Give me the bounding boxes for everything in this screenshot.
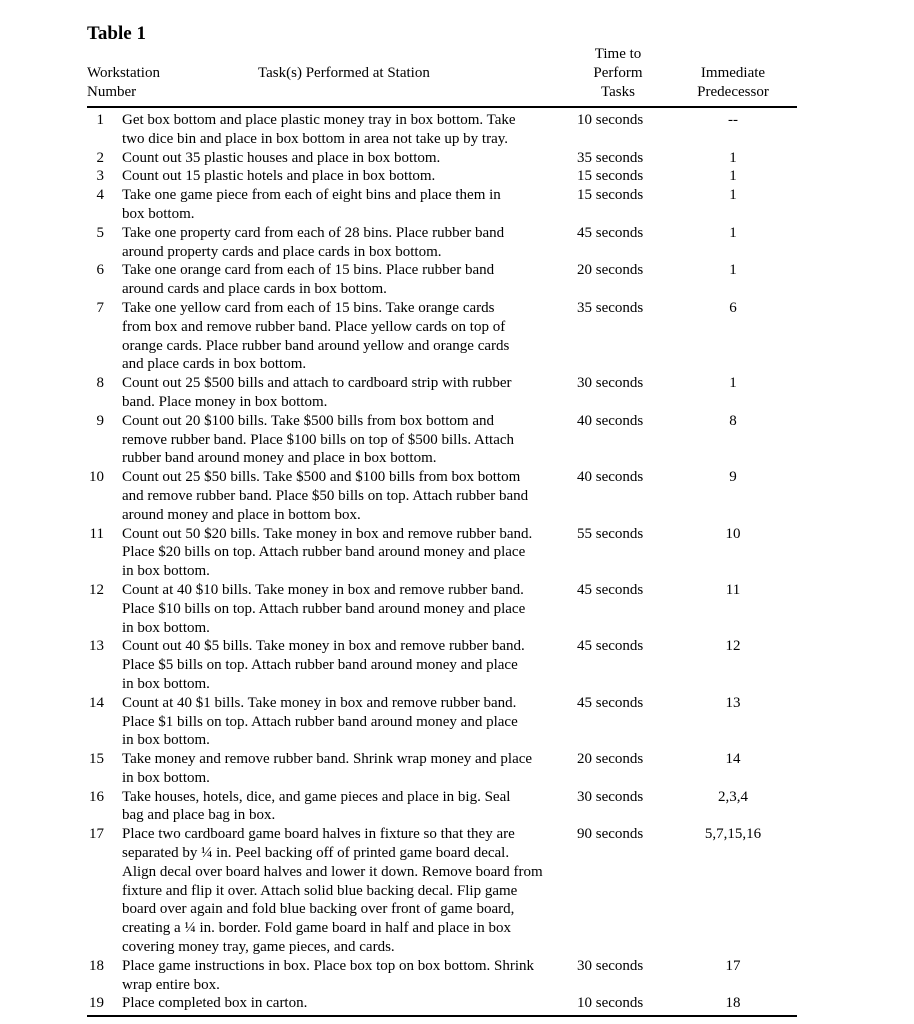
table-body: [87, 108, 797, 1013]
task-time: 45 seconds: [577, 638, 644, 655]
task-description: Count out 50 $20 bills. Take money in box and remove rubber band. Place $20 bills on top. Attach rubber band around money and place in box bottom.: [122, 525, 533, 580]
task-description: Place two cardboard game board halves in fixture so that they are separated by ¼ in. Peel backing off of printed game board decal. Align decal over board halves and lower it down. Remove board from fixture and flip it over. Attach solid blue backing decal. Flip game board over again and fold blue backing over front of game board, creating a ¼ in. border. Fold game board in half and place in box covering money tray, game pieces, and cards.: [122, 826, 543, 956]
task-time: 30 seconds: [577, 957, 644, 974]
workstation-number: 16: [89, 788, 104, 805]
task-description: Take one yellow card from each of 15 bins. Take orange cards from box and remove rubber band. Place yellow cards on top of orange cards. Place rubber band around yellow and orange cards and place cards in box bottom.: [122, 299, 510, 373]
immediate-predecessor: 5,7,15,16: [704, 826, 762, 843]
header-workstation-number: Workstation Number: [87, 65, 160, 100]
header-predecessor: Immediate Predecessor: [697, 65, 769, 100]
immediate-predecessor: 1: [729, 375, 737, 392]
table-row: [87, 994, 797, 1013]
task-description: Count at 40 $1 bills. Take money in box and remove rubber band. Place $1 bills on top. Attach rubber band around money and place in box bottom.: [122, 694, 518, 749]
immediate-predecessor: 10: [725, 525, 741, 542]
immediate-predecessor: 1: [729, 187, 737, 204]
table-row: [87, 957, 797, 995]
task-description: Count at 40 $10 bills. Take money in box and remove rubber band. Place $10 bills on top. Attach rubber band around money and place in box bottom.: [122, 581, 526, 636]
workstation-number: 2: [96, 149, 104, 166]
task-description: Take houses, hotels, dice, and game pieces and place in big. Seal bag and place bag in box.: [122, 788, 511, 824]
workstation-number: 19: [89, 995, 104, 1012]
table-row: [87, 149, 797, 168]
table-row: [87, 299, 797, 374]
task-description: Take one property card from each of 28 bins. Place rubber band around property cards and place cards in box bottom.: [122, 224, 505, 260]
workstation-number: 9: [96, 412, 104, 429]
immediate-predecessor: 14: [725, 751, 741, 768]
task-description: Count out 25 $50 bills. Take $500 and $100 bills from box bottom and remove rubber band. Place $50 bills on top. Attach rubber band around money and place in bottom box.: [122, 469, 529, 523]
task-description: Count out 20 $100 bills. Take $500 bills from box bottom and remove rubber band. Place $100 bills on top of $500 bills. Attach rubber band around money and place in box bottom.: [122, 412, 515, 467]
workstation-number: 15: [89, 751, 104, 768]
workstation-number: 12: [89, 581, 104, 598]
workstation-number: 11: [89, 525, 104, 542]
header-time: Time to Perform Tasks: [593, 46, 643, 100]
immediate-predecessor: 1: [729, 168, 737, 185]
immediate-predecessor: 2,3,4: [718, 788, 748, 805]
table-row: [87, 788, 797, 826]
task-time: 45 seconds: [577, 694, 644, 711]
table-row: [87, 694, 797, 750]
task-time: 15 seconds: [577, 187, 644, 204]
task-description: Take money and remove rubber band. Shrink wrap money and place in box bottom.: [122, 751, 533, 786]
table-row: [87, 111, 797, 149]
task-description: Count out 15 plastic hotels and place in box bottom.: [122, 168, 436, 185]
table-row: [87, 825, 797, 957]
task-time: 10 seconds: [577, 995, 644, 1012]
immediate-predecessor: 1: [729, 224, 737, 241]
task-description: Count out 25 $500 bills and attach to cardboard strip with rubber band. Place money in box bottom.: [122, 375, 512, 410]
workstation-number: 10: [89, 469, 104, 486]
immediate-predecessor: 12: [725, 638, 741, 655]
task-description: Count out 35 plastic houses and place in box bottom.: [122, 149, 441, 166]
table-row: [87, 525, 797, 581]
immediate-predecessor: 13: [725, 694, 741, 711]
bottom-rule: [87, 1015, 797, 1017]
header-tasks: Task(s) Performed at Station: [258, 65, 430, 81]
immediate-predecessor: 8: [729, 412, 737, 429]
table-header: [87, 44, 797, 108]
table-row: [87, 224, 797, 262]
workstation-number: 3: [96, 168, 104, 185]
immediate-predecessor: 17: [725, 957, 741, 974]
table-1: [87, 24, 797, 1017]
workstation-number: 17: [89, 826, 104, 843]
task-description: Get box bottom and place plastic money tray in box bottom. Take two dice bin and place in box bottom in area not take up by tray.: [122, 112, 516, 147]
task-time: 30 seconds: [577, 375, 644, 392]
table-row: [87, 468, 797, 524]
workstation-number: 8: [96, 375, 104, 392]
immediate-predecessor: 6: [729, 299, 737, 316]
table-row: [87, 581, 797, 637]
task-description: Take one game piece from each of eight bins and place them in box bottom.: [122, 187, 501, 222]
workstation-number: 5: [96, 224, 104, 241]
table-title: Table 1: [87, 23, 146, 44]
immediate-predecessor: 1: [729, 149, 737, 166]
task-description: Count out 40 $5 bills. Take money in box and remove rubber band. Place $5 bills on top. Attach rubber band around money and place in box bottom.: [122, 638, 525, 692]
table-row: [87, 637, 797, 693]
workstation-number: 7: [96, 299, 104, 316]
task-time: 10 seconds: [577, 112, 644, 128]
workstation-number: 4: [96, 187, 104, 204]
workstation-number: 6: [96, 262, 104, 279]
task-description: Take one orange card from each of 15 bins. Place rubber band around cards and place cards in box bottom.: [122, 262, 495, 298]
task-time: 35 seconds: [577, 299, 644, 316]
immediate-predecessor: 11: [725, 581, 741, 598]
task-time: 55 seconds: [577, 525, 644, 542]
task-time: 20 seconds: [577, 751, 644, 768]
table-row: [87, 412, 797, 468]
task-time: 35 seconds: [577, 149, 644, 166]
table-row: [87, 167, 797, 186]
immediate-predecessor: 9: [729, 469, 737, 486]
immediate-predecessor: --: [728, 112, 738, 128]
workstation-number: 14: [89, 694, 104, 711]
table-row: [87, 750, 797, 788]
task-time: 20 seconds: [577, 262, 644, 279]
task-time: 40 seconds: [577, 469, 644, 486]
table-row: [87, 374, 797, 412]
task-time: 15 seconds: [577, 168, 644, 185]
workstation-number: 13: [89, 638, 104, 655]
task-time: 90 seconds: [577, 826, 644, 843]
workstation-number: 18: [89, 957, 104, 974]
task-time: 45 seconds: [577, 581, 644, 598]
task-time: 45 seconds: [577, 224, 644, 241]
task-time: 40 seconds: [577, 412, 644, 429]
table-row: [87, 261, 797, 299]
immediate-predecessor: 18: [725, 995, 741, 1012]
immediate-predecessor: 1: [729, 262, 737, 279]
table-row: [87, 186, 797, 224]
task-description: Place game instructions in box. Place box top on box bottom. Shrink wrap entire box.: [122, 957, 535, 993]
workstation-number: 1: [96, 112, 104, 128]
task-description: Place completed box in carton.: [122, 995, 308, 1012]
task-time: 30 seconds: [577, 788, 644, 805]
